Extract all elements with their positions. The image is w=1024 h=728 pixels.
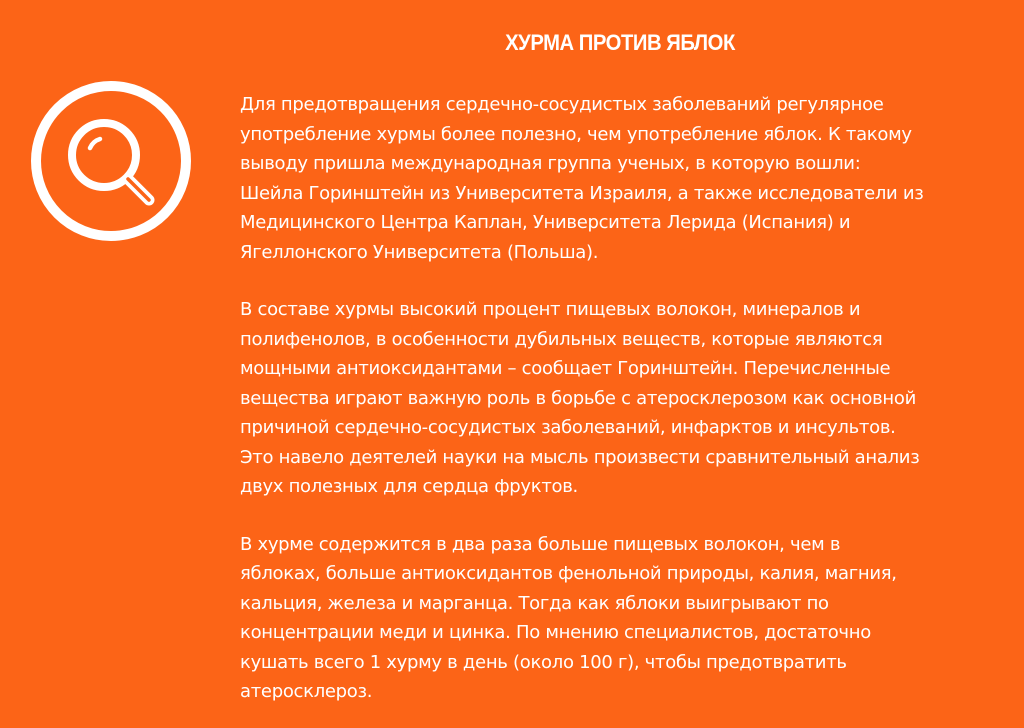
article-title: ХУРМА ПРОТИВ ЯБЛОК: [505, 30, 735, 55]
text-line: В составе хурмы высокий процент пищевых волокон, минералов и: [240, 299, 861, 320]
paragraph-2: [240, 295, 1010, 502]
text-line: яблоках, больше антиоксидантов фенольной природы, калия, магния,: [240, 563, 897, 584]
text-line: кушать всего 1 хурму в день (около 100 г), чтобы предотвратить: [240, 651, 847, 673]
text-line: Медицинского Центра Каплан, Университета Лерида (Испания) и: [240, 212, 851, 233]
text-line: Это навело деятелей науки на мысль произвести сравнительный анализ: [240, 446, 920, 468]
text-line: кальция, железа и марганца. Тогда как яблоки выигрывают по: [240, 592, 829, 614]
text-line: употребление хурмы более полезно, чем употребление яблок. К такому: [240, 123, 912, 145]
text-line: Ягеллонского Университета (Польша).: [240, 241, 599, 263]
text-line: выводу пришла международная группа ученых, в которую вошли:: [240, 153, 861, 174]
search-icon: [28, 78, 194, 244]
text-line: полифенолов, в особенности дубильных веществ, которые являются: [240, 328, 883, 350]
text-line: двух полезных для сердца фруктов.: [240, 476, 578, 497]
text-line: Для предотвращения сердечно-сосудистых заболеваний регулярное: [240, 94, 884, 115]
text-line: мощными антиоксидантами – сообщает Горинштейн. Перечисленные: [240, 358, 891, 379]
text-line: атеросклероз.: [240, 681, 373, 702]
article-body: [240, 90, 1010, 707]
text-line: Шейла Горинштейн из Университета Израиля, а также исследователи из: [240, 182, 924, 204]
text-line: причиной сердечно-сосудистых заболеваний, инфарктов и инсультов.: [240, 417, 896, 438]
text-line: В хурме содержится в два раза больше пищевых волокон, чем в: [240, 533, 841, 555]
paragraph-1: [240, 90, 1010, 267]
text-line: вещества играют важную роль в борьбе с атеросклерозом как основной: [240, 387, 917, 409]
text-line: концентрации меди и цинка. По мнению специалистов, достаточно: [240, 622, 871, 643]
paragraph-3: [240, 530, 1010, 707]
